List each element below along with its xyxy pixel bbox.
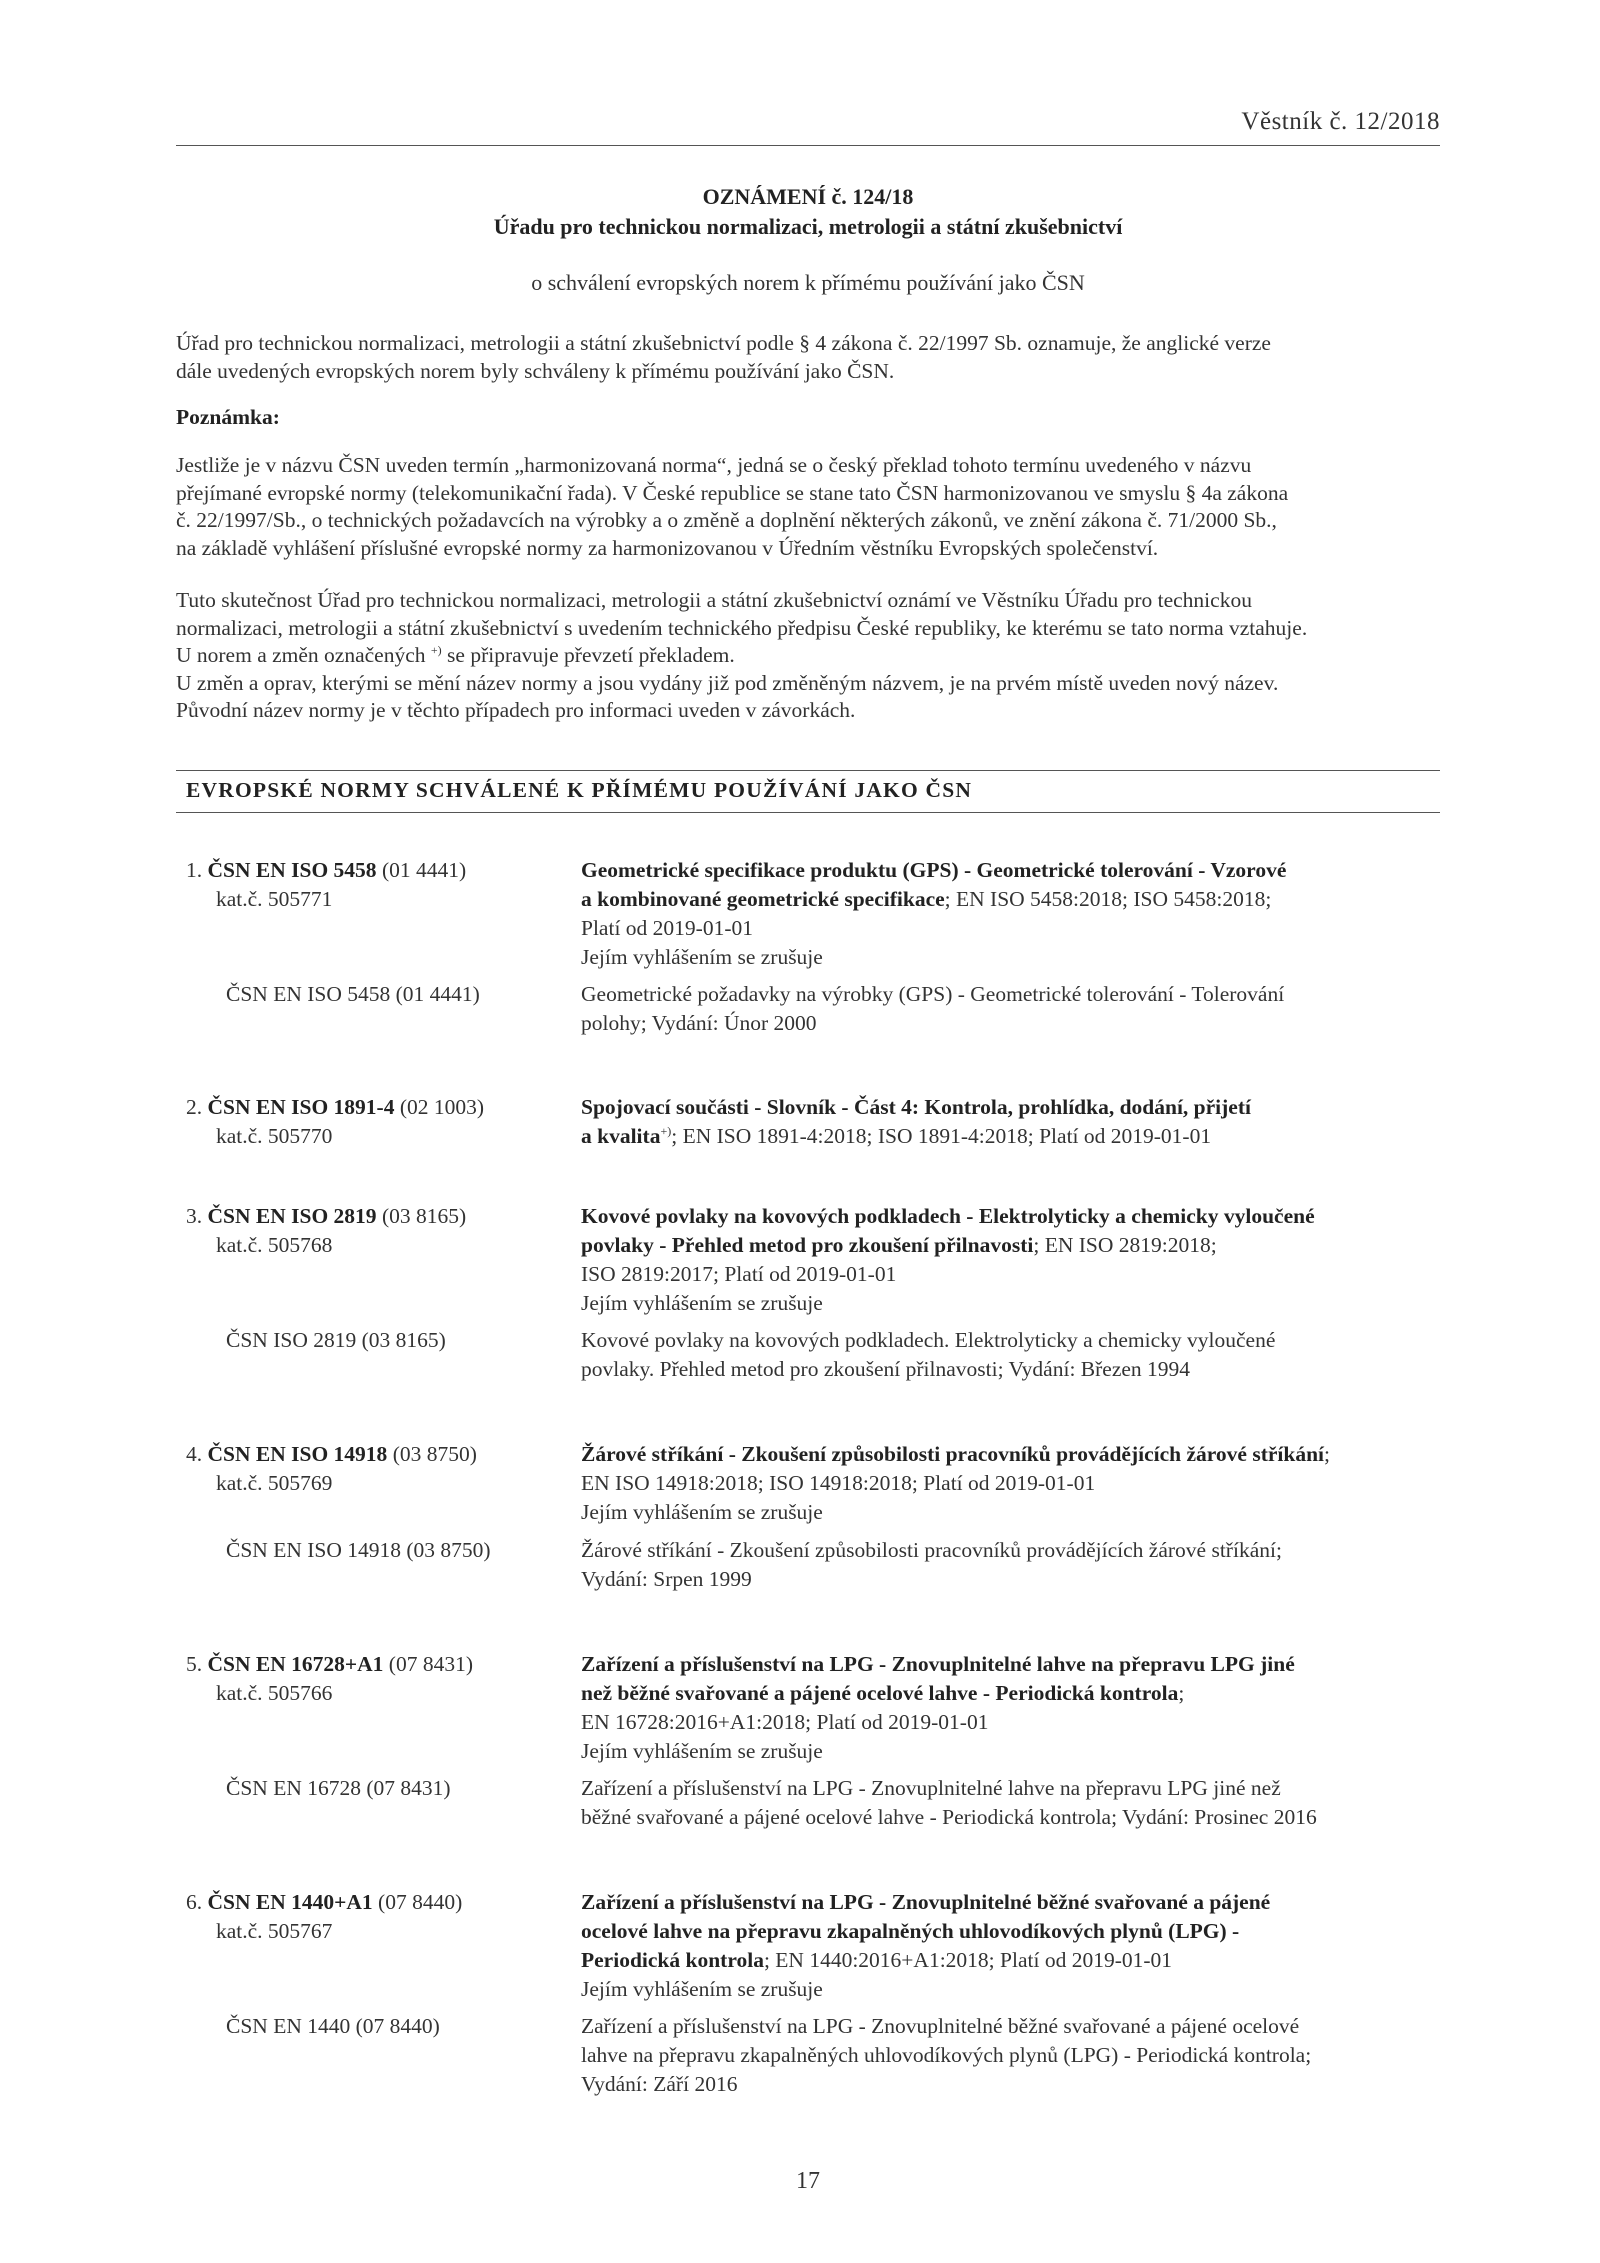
entry-description xyxy=(581,1440,1441,1527)
entry-extra: Jejím vyhlášením se zrušuje xyxy=(581,945,823,969)
entry-catalog: kat.č. 505767 xyxy=(216,1919,333,1943)
entry-catalog: kat.č. 505770 xyxy=(216,1124,333,1148)
replaced-code: ČSN EN ISO 14918 (03 8750) xyxy=(226,1538,491,1562)
plus-marker: +) xyxy=(430,642,442,657)
entry-identifier xyxy=(186,856,566,914)
replaced-line: Vydání: Září 2016 xyxy=(581,2072,738,2096)
note-label: Poznámka: xyxy=(176,405,280,429)
announcement-title: OZNÁMENÍ č. 124/18 xyxy=(702,184,914,209)
intro-line: Úřad pro technickou normalizaci, metrologii a státní zkušebnictví podle § 4 zákona č. 22/1997 Sb. oznamuje, že anglické verze xyxy=(176,331,1271,355)
entry-number: 2. xyxy=(186,1095,203,1119)
replaced-description xyxy=(581,2012,1441,2099)
entry-code: ČSN EN 16728+A1 xyxy=(207,1652,384,1676)
entry-extra: Jejím vyhlášením se zrušuje xyxy=(581,1739,823,1763)
entry-description xyxy=(581,1202,1441,1318)
entry-number: 3. xyxy=(186,1204,203,1228)
intro-paragraph xyxy=(176,330,1440,385)
replaced-standard xyxy=(186,1326,566,1355)
replaced-standard xyxy=(186,1536,566,1565)
announcement-authority: Úřadu pro technickou normalizaci, metrologii a státní zkušebnictví xyxy=(493,214,1123,239)
entry-class: (03 8165) xyxy=(381,1204,467,1228)
replaced-code: ČSN EN 16728 (07 8431) xyxy=(226,1776,451,1800)
intro-line: dále uvedených evropských norem byly schváleny k přímému používání jako ČSN. xyxy=(176,358,895,383)
entry-extra: ISO 2819:2017; Platí od 2019-01-01 xyxy=(581,1262,897,1286)
entry-extra: Jejím vyhlášením se zrušuje xyxy=(581,1977,823,2001)
entry-extra: EN 16728:2016+A1:2018; Platí od 2019-01-01 xyxy=(581,1710,989,1734)
entry-title-tail: ; EN 1440:2016+A1:2018; Platí od 2019-01-01 xyxy=(763,1948,1173,1972)
entry-class: (07 8431) xyxy=(388,1652,473,1676)
entry-title-line: Geometrické specifikace produktu (GPS) - Geometrické tolerování - Vzorové xyxy=(581,858,1287,882)
entry-extra: EN ISO 14918:2018; ISO 14918:2018; Platí od 2019-01-01 xyxy=(581,1471,1096,1495)
entry-extra: Platí od 2019-01-01 xyxy=(581,916,753,940)
page-number: 17 xyxy=(796,2168,820,2194)
entry-identifier xyxy=(186,1202,566,1260)
note-line: přejímané evropské normy (telekomunikační řada). V České republice se stane tato ČSN harmonizovanou ve smyslu § 4a zákona xyxy=(176,480,1289,505)
replaced-standard xyxy=(186,2012,566,2041)
replaced-standard xyxy=(186,980,566,1009)
note-paragraph-2 xyxy=(176,587,1440,725)
replaced-description xyxy=(581,1774,1441,1832)
entry-title-tail: ; xyxy=(1178,1681,1185,1705)
announcement-subtitle: o schválení evropských norem k přímému používání jako ČSN xyxy=(531,270,1085,295)
note-line: U změn a oprav, kterými se mění název normy a jsou vydány již pod změněným názvem, je na prvém místě uveden nový název. xyxy=(176,670,1279,695)
entry-class: (02 1003) xyxy=(399,1095,485,1119)
entry-description xyxy=(581,1888,1441,2004)
replaced-line: povlaky. Přehled metod pro zkoušení přilnavosti; Vydání: Březen 1994 xyxy=(581,1357,1191,1381)
entry-number: 6. xyxy=(186,1890,203,1914)
entry-extra: Jejím vyhlášením se zrušuje xyxy=(581,1500,823,1524)
entry-code: ČSN EN ISO 5458 xyxy=(207,858,377,882)
entry-class: (01 4441) xyxy=(381,858,467,882)
replaced-code: ČSN ISO 2819 (03 8165) xyxy=(226,1328,446,1352)
journal-header: Věstník č. 12/2018 xyxy=(1241,108,1440,135)
plus-marker: +) xyxy=(660,1123,672,1138)
entry-code: ČSN EN ISO 1891-4 xyxy=(207,1095,395,1119)
replaced-line: Vydání: Srpen 1999 xyxy=(581,1567,752,1591)
entry-identifier xyxy=(186,1888,566,1946)
entry-title-line: Kovové povlaky na kovových podkladech - Elektrolyticky a chemicky vyloučené xyxy=(581,1204,1315,1228)
note-paragraph-1 xyxy=(176,452,1440,562)
entry-catalog: kat.č. 505766 xyxy=(216,1681,333,1705)
note-line: na základě vyhlášení příslušné evropské normy za harmonizovanou v Úředním věstníku Evropských společenství. xyxy=(176,535,1159,560)
replaced-line: Zařízení a příslušenství na LPG - Znovuplnitelné běžné svařované a pájené ocelové xyxy=(581,2014,1300,2038)
entry-description xyxy=(581,1650,1441,1766)
note-line: Původní název normy je v těchto případech pro informaci uveden v závorkách. xyxy=(176,698,856,722)
section-divider-bottom xyxy=(176,812,1440,813)
entry-code: ČSN EN ISO 14918 xyxy=(207,1442,388,1466)
entry-title-line: povlaky - Přehled metod pro zkoušení přilnavosti xyxy=(581,1233,1034,1257)
entry-title-line: Žárové stříkání - Zkoušení způsobilosti pracovníků provádějících žárové stříkání xyxy=(581,1442,1325,1466)
replaced-code: ČSN EN ISO 5458 (01 4441) xyxy=(226,982,480,1006)
replaced-standard xyxy=(186,1774,566,1803)
entry-number: 1. xyxy=(186,858,203,882)
note-line: Tuto skutečnost Úřad pro technickou normalizaci, metrologii a státní zkušebnictví oznámí ve Věstníku Úřadu pro technickou xyxy=(176,588,1252,612)
entry-title-line: než běžné svařované a pájené ocelové lahve - Periodická kontrola xyxy=(581,1681,1179,1705)
replaced-line: Kovové povlaky na kovových podkladech. Elektrolyticky a chemicky vyloučené xyxy=(581,1328,1276,1352)
entry-title-line: Zařízení a příslušenství na LPG - Znovuplnitelné lahve na přepravu LPG jiné xyxy=(581,1652,1295,1676)
entry-description xyxy=(581,856,1441,972)
entry-extra: Jejím vyhlášením se zrušuje xyxy=(581,1291,823,1315)
note-line: Jestliže je v názvu ČSN uveden termín „harmonizovaná norma“, jedná se o český překlad tohoto termínu uvedeného v názvu xyxy=(176,453,1252,477)
entry-identifier xyxy=(186,1440,566,1498)
entry-code: ČSN EN ISO 2819 xyxy=(207,1204,377,1228)
entry-title-line: Zařízení a příslušenství na LPG - Znovuplnitelné běžné svařované a pájené xyxy=(581,1890,1271,1914)
entry-catalog: kat.č. 505769 xyxy=(216,1471,333,1495)
entry-catalog: kat.č. 505768 xyxy=(216,1233,333,1257)
replaced-line: Geometrické požadavky na výrobky (GPS) - Geometrické tolerování - Tolerování xyxy=(581,982,1285,1006)
section-title: EVROPSKÉ NORMY SCHVÁLENÉ K PŘÍMÉMU POUŽÍVÁNÍ JAKO ČSN xyxy=(186,778,973,802)
replaced-line: běžné svařované a pájené ocelové lahve - Periodická kontrola; Vydání: Prosinec 2016 xyxy=(581,1805,1317,1829)
header-divider xyxy=(176,145,1440,146)
entry-class: (03 8750) xyxy=(392,1442,477,1466)
entry-number: 4. xyxy=(186,1442,203,1466)
entry-title-tail: ; xyxy=(1324,1442,1331,1466)
entry-identifier xyxy=(186,1650,566,1708)
entry-title-line: ocelové lahve na přepravu zkapalněných uhlovodíkových plynů (LPG) - xyxy=(581,1919,1240,1943)
entry-title-tail: ; EN ISO 1891-4:2018; ISO 1891-4:2018; Platí od 2019-01-01 xyxy=(671,1124,1212,1148)
entry-title-line: Spojovací součásti - Slovník - Část 4: Kontrola, prohlídka, dodání, přijetí xyxy=(581,1095,1251,1119)
replaced-line: Žárové stříkání - Zkoušení způsobilosti pracovníků provádějících žárové stříkání; xyxy=(581,1538,1282,1562)
entry-title-line: a kvalita xyxy=(581,1124,661,1148)
replaced-line: Zařízení a příslušenství na LPG - Znovuplnitelné lahve na přepravu LPG jiné než xyxy=(581,1776,1281,1800)
entry-identifier xyxy=(186,1093,566,1151)
replaced-line: polohy; Vydání: Únor 2000 xyxy=(581,1011,817,1035)
note-line: normalizaci, metrologii a státní zkušebnictví s uvedením technického předpisu České republiky, ke kterému se tato norma vztahuje. xyxy=(176,615,1308,640)
entry-number: 5. xyxy=(186,1652,203,1676)
entry-code: ČSN EN 1440+A1 xyxy=(207,1890,373,1914)
note-line: U norem a změn označených +) se připravuje převzetí překladem. xyxy=(176,642,735,667)
entry-title-line: a kombinované geometrické specifikace xyxy=(581,887,945,911)
entry-class: (07 8440) xyxy=(378,1890,463,1914)
entry-title-tail: ; EN ISO 5458:2018; ISO 5458:2018; xyxy=(944,887,1272,911)
announcement-heading xyxy=(176,182,1440,242)
entry-title-tail: ; EN ISO 2819:2018; xyxy=(1033,1233,1217,1257)
replaced-code: ČSN EN 1440 (07 8440) xyxy=(226,2014,440,2038)
document-page xyxy=(176,0,1440,2263)
replaced-line: lahve na přepravu zkapalněných uhlovodíkových plynů (LPG) - Periodická kontrola; xyxy=(581,2043,1312,2067)
entry-title-line: Periodická kontrola xyxy=(581,1948,764,1972)
replaced-description xyxy=(581,1326,1441,1384)
section-divider-top xyxy=(176,770,1440,771)
replaced-description xyxy=(581,1536,1441,1594)
entry-catalog: kat.č. 505771 xyxy=(216,887,333,911)
note-line: č. 22/1997/Sb., o technických požadavcích na výrobky a o změně a doplnění některých zákonů, ve znění zákona č. 71/2000 Sb., xyxy=(176,508,1277,532)
replaced-description xyxy=(581,980,1441,1038)
entry-description xyxy=(581,1093,1441,1151)
